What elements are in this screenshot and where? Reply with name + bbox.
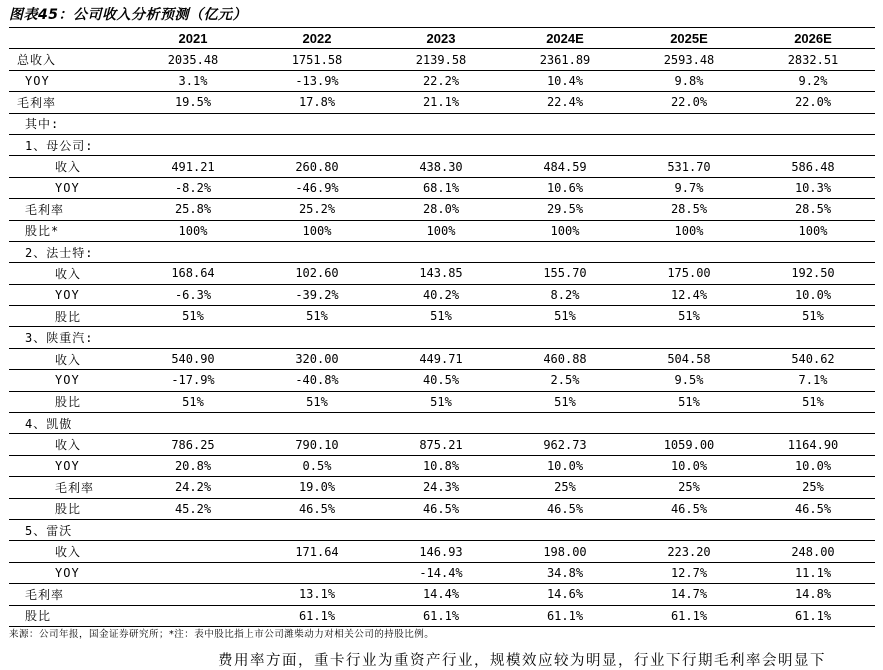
table-cell: 61.1% — [546, 608, 584, 623]
row-label: 毛利率 — [55, 480, 95, 495]
table-cell: 10.3% — [794, 180, 832, 195]
table-cell — [627, 113, 751, 134]
table-cell: 28.5% — [794, 202, 832, 217]
table-cell: 40.2% — [422, 287, 460, 302]
table-row — [9, 477, 875, 498]
row-label: 股比 — [55, 502, 82, 517]
table-cell: 29.5% — [546, 202, 584, 217]
row-label: 股比 — [55, 395, 82, 410]
table-cell: 12.7% — [670, 565, 708, 580]
table-cell: 586.48 — [791, 159, 835, 174]
body-paragraph: 费用率方面，重卡行业为重资产行业，规模效应较为明显，行业下行期毛利率会明显下 — [218, 653, 826, 669]
table-cell: 1059.00 — [663, 437, 715, 452]
table-cell: 20.8% — [174, 459, 212, 473]
table-cell: 0.5% — [302, 459, 332, 473]
source-note: 来源：公司年报，国金证券研究所；*注：表中股比指上市公司潍柴动力对相关公司的持股比例。 — [9, 629, 435, 640]
table-cell: 22.0% — [670, 95, 708, 110]
table-cell: 21.1% — [422, 95, 460, 110]
table-cell: 46.5% — [546, 501, 584, 516]
table-row — [9, 541, 875, 562]
table-cell — [627, 241, 751, 262]
table-cell: 68.1% — [422, 180, 460, 195]
table-cell: 100% — [798, 223, 828, 238]
row-label: 毛利率 — [17, 95, 57, 110]
table-cell: 22.4% — [546, 95, 584, 110]
table-cell: 40.5% — [422, 373, 460, 388]
table-cell: 12.4% — [670, 287, 708, 302]
table-cell: 10.0% — [546, 459, 584, 473]
table-cell: 484.59 — [543, 159, 587, 174]
table-cell: 10.4% — [546, 73, 584, 88]
table-cell: 9.7% — [674, 180, 704, 195]
table-row — [9, 348, 875, 369]
table-cell — [131, 541, 255, 562]
table-row — [9, 413, 875, 434]
table-cell: 248.00 — [791, 544, 835, 559]
row-label: 1、母公司: — [25, 138, 94, 153]
table-cell — [131, 134, 255, 155]
table-cell: -6.3% — [174, 287, 212, 302]
table-row — [9, 70, 875, 91]
table-cell: 61.1% — [794, 608, 832, 623]
table-cell — [255, 519, 379, 540]
table-row — [9, 177, 875, 198]
table-row — [9, 562, 875, 583]
table-row — [9, 199, 875, 220]
table-cell: 51% — [430, 394, 452, 409]
row-label: 3、陕重汽: — [25, 331, 94, 346]
table-cell: 25.8% — [174, 202, 212, 217]
column-header-year: 2026E — [794, 30, 832, 46]
table-cell — [255, 413, 379, 434]
table-cell: 14.6% — [546, 587, 584, 602]
table-cell: 51% — [678, 309, 700, 324]
row-label: 股比* — [25, 224, 60, 239]
table-row — [9, 306, 875, 327]
table-cell: 61.1% — [670, 608, 708, 623]
table-cell: 438.30 — [419, 159, 463, 174]
table-cell: 3.1% — [178, 73, 208, 88]
table-cell: 51% — [554, 309, 576, 324]
table-row — [9, 241, 875, 262]
table-cell: 25% — [802, 480, 824, 495]
table-cell — [627, 519, 751, 540]
table-cell: 2035.48 — [167, 52, 219, 67]
table-row — [9, 327, 875, 348]
table-cell: 46.5% — [298, 501, 336, 516]
table-cell: 504.58 — [667, 352, 711, 367]
table-cell: 51% — [306, 394, 328, 409]
table-cell: 11.1% — [794, 565, 832, 580]
table-cell — [131, 584, 255, 605]
table-cell: 175.00 — [667, 266, 711, 281]
table-cell: 51% — [430, 309, 452, 324]
table-cell: 155.70 — [543, 266, 587, 281]
table-row — [9, 220, 875, 241]
table-cell: 786.25 — [171, 437, 215, 452]
table-cell: 14.4% — [422, 587, 460, 602]
table-cell — [131, 562, 255, 583]
table-cell: 171.64 — [295, 544, 339, 559]
table-cell: 100% — [550, 223, 580, 238]
table-cell: -8.2% — [174, 180, 212, 195]
table-cell: 46.5% — [422, 501, 460, 516]
row-label: 5、雷沃 — [25, 523, 73, 538]
table-cell: 34.8% — [546, 565, 584, 580]
table-cell: 22.0% — [794, 95, 832, 110]
table-cell: 19.0% — [298, 480, 336, 495]
table-cell — [255, 134, 379, 155]
table-row — [9, 434, 875, 455]
table-cell — [503, 327, 627, 348]
table-cell: 540.90 — [171, 352, 215, 367]
table-cell: 61.1% — [298, 608, 336, 623]
row-label: 收入 — [55, 438, 82, 453]
table-cell: 25.2% — [298, 202, 336, 217]
table-cell — [503, 134, 627, 155]
row-label: 收入 — [55, 545, 82, 560]
table-cell: 45.2% — [174, 501, 212, 516]
table-row — [9, 498, 875, 519]
row-label: 收入 — [55, 160, 82, 175]
table-cell: 28.0% — [422, 202, 460, 217]
table-cell: 143.85 — [419, 266, 463, 281]
table-cell: 100% — [302, 223, 332, 238]
table-cell: 10.0% — [670, 459, 708, 473]
table-cell: 46.5% — [670, 501, 708, 516]
table-row — [9, 134, 875, 155]
table-cell — [131, 327, 255, 348]
table-cell: 2832.51 — [787, 52, 839, 67]
table-cell — [131, 605, 255, 626]
table-cell — [751, 327, 875, 348]
table-cell: 14.7% — [670, 587, 708, 602]
table-cell: 192.50 — [791, 266, 835, 281]
figure-title: 图表45：公司收入分析预测（亿元） — [9, 7, 247, 23]
table-cell: 2361.89 — [539, 52, 591, 67]
table-cell: 22.2% — [422, 73, 460, 88]
row-label: 毛利率 — [25, 587, 65, 602]
column-header-year: 2022 — [302, 30, 332, 46]
column-header-year: 2024E — [546, 30, 584, 46]
table-cell — [627, 413, 751, 434]
table-cell — [503, 413, 627, 434]
column-header-year: 2021 — [178, 30, 208, 46]
table-cell: 100% — [426, 223, 456, 238]
row-label: YOY — [25, 73, 50, 88]
table-row — [9, 391, 875, 412]
table-cell: 8.2% — [550, 287, 580, 302]
table-row — [9, 156, 875, 177]
table-cell — [503, 113, 627, 134]
table-cell: 102.60 — [295, 266, 339, 281]
column-header-label — [9, 28, 131, 49]
table-cell: -14.4% — [419, 565, 463, 580]
table-cell: -13.9% — [295, 73, 339, 88]
row-label: 总收入 — [17, 53, 57, 68]
table-cell: 100% — [178, 223, 208, 238]
table-cell: 28.5% — [670, 202, 708, 217]
table-cell: 9.8% — [674, 73, 704, 88]
table-cell — [379, 113, 503, 134]
table-cell — [131, 241, 255, 262]
table-body — [9, 49, 875, 627]
table-row — [9, 49, 875, 70]
table-cell: 2139.58 — [415, 52, 467, 67]
table-cell: 51% — [554, 394, 576, 409]
table-cell: 875.21 — [419, 437, 463, 452]
table-cell: -39.2% — [295, 287, 339, 302]
table-cell: 223.20 — [667, 544, 711, 559]
table-cell: 51% — [182, 309, 204, 324]
column-header-year: 2023 — [426, 30, 456, 46]
table-cell: 2.5% — [550, 373, 580, 388]
table-cell: 13.1% — [298, 587, 336, 602]
table-cell — [627, 134, 751, 155]
table-cell: 198.00 — [543, 544, 587, 559]
table-cell — [379, 413, 503, 434]
table-cell: 10.6% — [546, 180, 584, 195]
table-cell — [503, 241, 627, 262]
table-row — [9, 92, 875, 113]
table-cell: 9.2% — [798, 73, 828, 88]
table-cell — [131, 519, 255, 540]
row-label: 收入 — [55, 266, 82, 281]
row-label: 股比 — [25, 609, 52, 624]
table-cell: 51% — [306, 309, 328, 324]
table-cell: 51% — [802, 394, 824, 409]
table-cell: 320.00 — [295, 352, 339, 367]
table-header-row — [9, 28, 875, 49]
table-row — [9, 370, 875, 391]
table-cell: -40.8% — [295, 373, 339, 388]
table-cell — [255, 241, 379, 262]
table-row — [9, 605, 875, 626]
table-row — [9, 455, 875, 476]
table-cell: 25% — [678, 480, 700, 495]
row-label: YOY — [55, 459, 80, 473]
table-cell: 24.2% — [174, 480, 212, 495]
table-cell: 17.8% — [298, 95, 336, 110]
table-cell — [379, 519, 503, 540]
table-cell: 146.93 — [419, 544, 463, 559]
table-cell: 100% — [674, 223, 704, 238]
revenue-forecast-table — [9, 27, 875, 627]
table-cell — [503, 519, 627, 540]
table-row — [9, 113, 875, 134]
table-cell: 24.3% — [422, 480, 460, 495]
table-cell: 7.1% — [798, 373, 828, 388]
table-cell — [379, 327, 503, 348]
table-cell: 491.21 — [171, 159, 215, 174]
table-cell: 14.8% — [794, 587, 832, 602]
row-label: 收入 — [55, 352, 82, 367]
table-cell — [131, 413, 255, 434]
table-cell: 460.88 — [543, 352, 587, 367]
row-label: 2、法士特: — [25, 245, 94, 260]
table-cell — [255, 113, 379, 134]
table-cell: 10.0% — [794, 459, 832, 473]
table-cell — [751, 519, 875, 540]
table-cell: 10.8% — [422, 459, 460, 473]
table-cell — [751, 241, 875, 262]
table-cell: 51% — [802, 309, 824, 324]
row-label: YOY — [55, 565, 80, 580]
table-cell: 540.62 — [791, 352, 835, 367]
table-cell: 61.1% — [422, 608, 460, 623]
table-cell: 19.5% — [174, 95, 212, 110]
table-cell — [379, 241, 503, 262]
table-cell: 1164.90 — [787, 437, 839, 452]
table-cell: 260.80 — [295, 159, 339, 174]
table-cell: 168.64 — [171, 266, 215, 281]
table-cell: 25% — [554, 480, 576, 495]
table-cell — [751, 134, 875, 155]
table-cell — [131, 113, 255, 134]
row-label: YOY — [55, 180, 80, 195]
table-cell: 9.5% — [674, 373, 704, 388]
table-row — [9, 284, 875, 305]
row-label: YOY — [55, 287, 80, 302]
table-row — [9, 263, 875, 284]
row-label: YOY — [55, 373, 80, 388]
table-cell: 1751.58 — [291, 52, 343, 67]
table-cell: 46.5% — [794, 501, 832, 516]
table-cell — [255, 327, 379, 348]
table-cell: 2593.48 — [663, 52, 715, 67]
table-cell — [379, 134, 503, 155]
row-label: 股比 — [55, 309, 82, 324]
table-cell: 51% — [678, 394, 700, 409]
table-cell: -17.9% — [171, 373, 215, 388]
table-cell: 531.70 — [667, 159, 711, 174]
row-label: 其中: — [25, 117, 60, 132]
table-cell — [751, 113, 875, 134]
table-cell: 51% — [182, 394, 204, 409]
table-cell — [255, 562, 379, 583]
table-cell: -46.9% — [295, 180, 339, 195]
table-cell: 790.10 — [295, 437, 339, 452]
table-cell: 962.73 — [543, 437, 587, 452]
table-cell — [627, 327, 751, 348]
row-label: 毛利率 — [25, 202, 65, 217]
table-cell: 10.0% — [794, 287, 832, 302]
table-row — [9, 519, 875, 540]
column-header-year: 2025E — [670, 30, 708, 46]
table-cell — [751, 413, 875, 434]
table-cell: 449.71 — [419, 352, 463, 367]
row-label: 4、凯傲 — [25, 416, 73, 431]
table-row — [9, 584, 875, 605]
